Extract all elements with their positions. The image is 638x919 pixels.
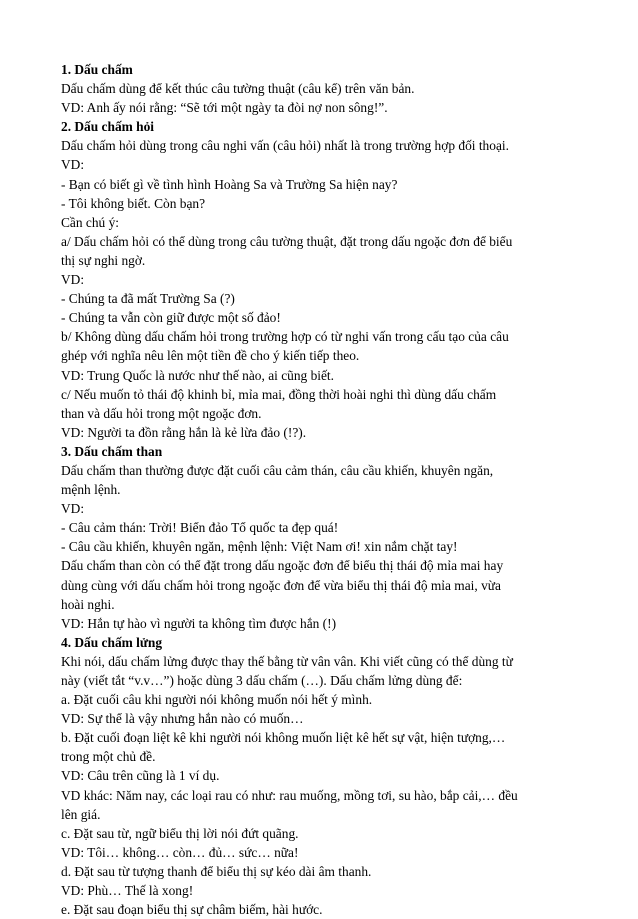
text-line: VD: Hắn tự hào vì người ta không tìm được hắn (!)	[61, 615, 337, 631]
text-line: - Câu cầu khiến, khuyên ngăn, mệnh lệnh: Việt Nam ơi! xin nắm chặt tay!	[61, 539, 458, 555]
text-line: d. Đặt sau từ tượng thanh để biểu thị sự kéo dài âm thanh.	[61, 863, 372, 879]
text-line: VD: Sự thể là vậy nhưng hắn nào có muốn…	[61, 711, 304, 727]
text-line: Dấu chấm dùng để kết thúc câu tường thuật (câu kể) trên văn bản.	[61, 81, 415, 97]
section-heading: 1. Dấu chấm	[61, 62, 133, 77]
text-line: c. Đặt sau từ, ngữ biểu thị lời nói đứt quãng.	[61, 825, 299, 841]
text-line: VD khác: Năm nay, các loại rau có như: rau muống, mồng tơi, su hào, bắp cải,… đều	[61, 787, 518, 803]
text-line: Dấu chấm than còn có thể đặt trong dấu ngoặc đơn để biểu thị thái độ mỉa mai hay	[61, 558, 504, 574]
text-line: Cần chú ý:	[61, 214, 120, 230]
text-line: - Chúng ta vẫn còn giữ được một số đảo!	[61, 310, 281, 326]
text-line: VD:	[61, 501, 85, 517]
text-line: than và dấu hỏi trong một ngoặc đơn.	[61, 405, 262, 421]
text-line: e. Đặt sau đoạn biểu thị sự châm biếm, hài hước.	[61, 902, 323, 918]
text-line: a/ Dấu chấm hỏi có thể dùng trong câu tường thuật, đặt trong dấu ngoặc đơn để biểu	[61, 233, 513, 249]
text-line: b. Đặt cuối đoạn liệt kê khi người nói không muốn liệt kê hết sự vật, hiện tượng,…	[61, 730, 506, 746]
text-line: lên giá.	[61, 806, 101, 822]
text-line: VD: Trung Quốc là nước như thế nào, ai cũng biết.	[61, 367, 335, 383]
text-line: VD: Tôi… không… còn… đủ… sức… nữa!	[61, 844, 299, 860]
section-heading: 4. Dấu chấm lửng	[61, 634, 163, 650]
text-line: b/ Không dùng dấu chấm hỏi trong trường hợp có từ nghi vấn trong cấu tạo của câu	[61, 329, 509, 345]
text-line: VD: Người ta đồn rằng hắn là kẻ lừa đảo (!?).	[61, 424, 307, 440]
text-line: trong một chủ đề.	[61, 749, 156, 765]
text-line: ghép với nghĩa nêu lên một tiền đề cho ý kiến tiếp theo.	[61, 348, 360, 364]
text-line: Dấu chấm hỏi dùng trong câu nghi vấn (câu hỏi) nhất là trong trường hợp đối thoại.	[61, 138, 509, 154]
text-line: Dấu chấm than thường được đặt cuối câu cảm thán, câu cầu khiến, khuyên ngăn,	[61, 462, 494, 478]
text-line: VD: Phù… Thế là xong!	[61, 883, 194, 899]
text-line: a. Đặt cuối câu khi người nói không muốn nói hết ý mình.	[61, 692, 373, 708]
text-line: - Bạn có biết gì về tình hình Hoàng Sa và Trường Sa hiện nay?	[61, 176, 398, 192]
text-line: - Câu cảm thán: Trời! Biển đảo Tổ quốc ta đẹp quá!	[61, 520, 339, 536]
document-page	[61, 60, 581, 919]
text-line: - Chúng ta đã mất Trường Sa (?)	[61, 291, 235, 307]
text-line: này (viết tắt “v.v…”) hoặc dùng 3 dấu chấm (…). Dấu chấm lửng dùng để:	[61, 673, 463, 688]
text-line: VD: Câu trên cũng là 1 ví dụ.	[61, 768, 220, 784]
text-line: thị sự nghi ngờ.	[61, 252, 146, 268]
text-line: VD:	[61, 157, 85, 173]
section-heading: 3. Dấu chấm than	[61, 443, 163, 459]
text-line: - Tôi không biết. Còn bạn?	[61, 195, 206, 211]
text-line: hoài nghi.	[61, 596, 115, 612]
section-heading: 2. Dấu chấm hỏi	[61, 119, 155, 135]
text-line: VD:	[61, 272, 85, 288]
text-line: mệnh lệnh.	[61, 482, 121, 498]
text-line: VD: Anh ấy nói rằng: “Sẽ tới một ngày ta đòi nợ non sông!”.	[61, 100, 388, 116]
text-line: c/ Nếu muốn tỏ thái độ khinh bỉ, mỉa mai, đồng thời hoài nghi thì dùng dấu chấm	[61, 386, 497, 402]
text-line: dùng cùng với dấu chấm hỏi trong ngoặc đơn để vừa biểu thị thái độ mỉa mai, vừa	[61, 577, 501, 593]
text-line: Khi nói, dấu chấm lửng được thay thế bằng từ vân vân. Khi viết cũng có thể dùng từ	[61, 653, 513, 669]
